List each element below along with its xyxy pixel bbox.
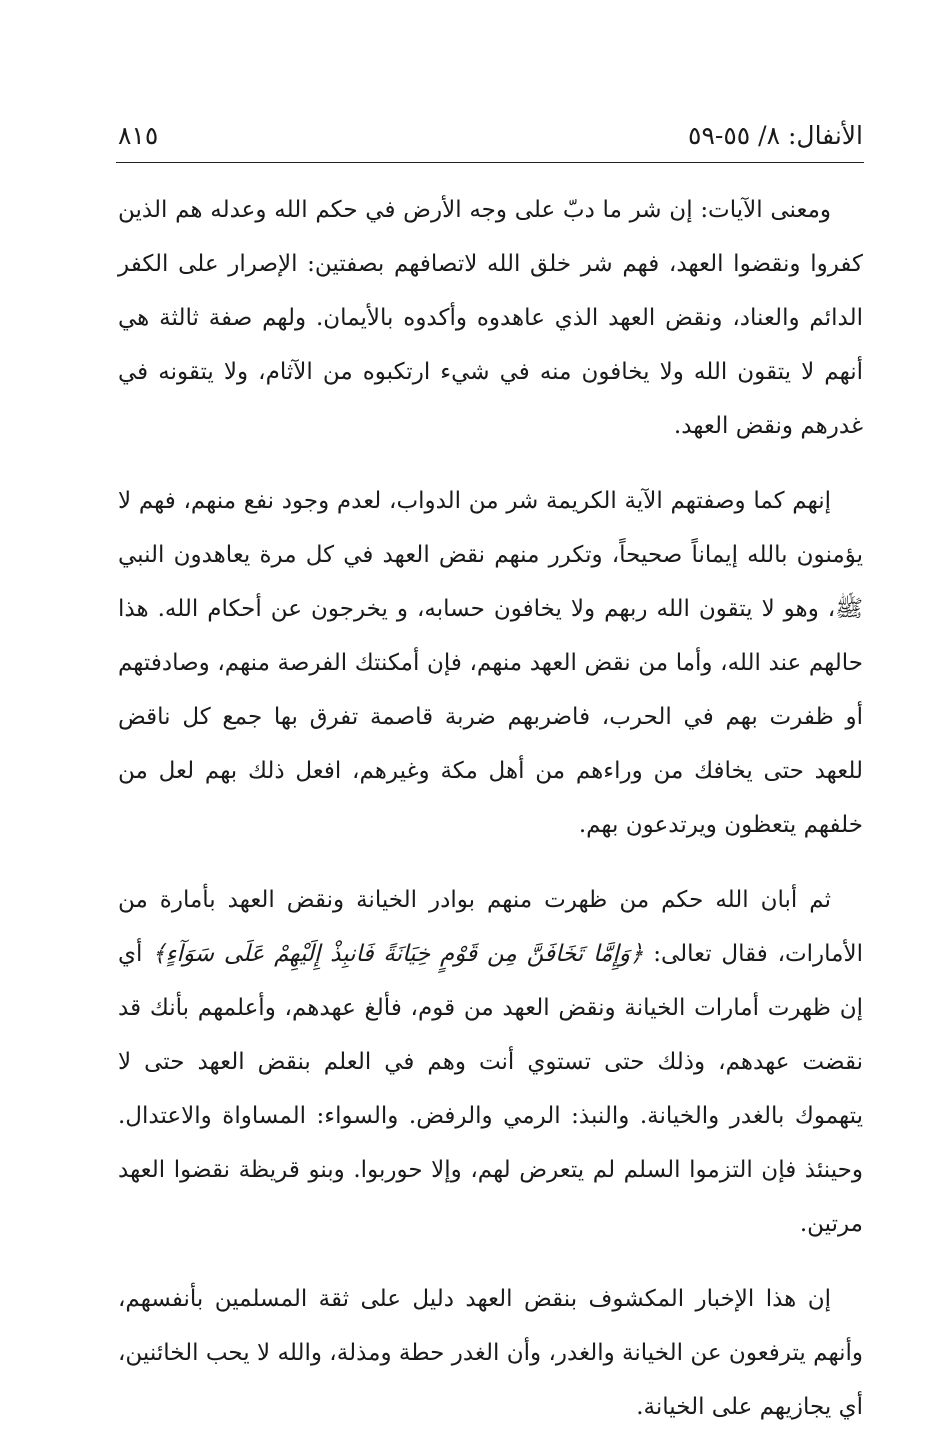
paragraph-2: إنهم كما وصفتهم الآية الكريمة شر من الدواب، لعدم وجود نفع منهم، فهم لا يؤمنون بالله إيماناً صحيحاً، وتكرر منهم نقض العهد في كل مرة يعاهدون النبي ﷺ، وهو لا يتقون الله ربهم ولا يخافون حسابه، و يخرجون عن أحكام الله. هذا حالهم عند الله، وأما من نقض العهد منهم، فإن أمكنتك الفرصة منهم، وصادفتهم أو ظفرت بهم في الحرب، فاضربهم ضربة قاصمة تفرق بها جمع كل ناقض للعهد حتى يخافك من وراءهم من أهل مكة وغيرهم، افعل ذلك بهم لعل من خلفهم يتعظون ويرتدعون بهم. [118,488,863,838]
paragraph-3-explanation: أي إن ظهرت أمارات الخيانة ونقض العهد من قوم، فألغ عهدهم، وأعلمهم بأنك قد نقضت عهدهم، وذلك حتى تستوي أنت وهم في العلم بنقض العهد حتى لا يتهموك بالغدر والخيانة. والنبذ: الرمي والرفض. والسواء: المساواة والاعتدال. وحينئذ فإن التزموا السلم لم يتعرض لهم، وإلا حوربوا. وبنو قريظة نقضوا العهد مرتين. [118,941,863,1237]
paragraph-4: إن هذا الإخبار المكشوف بنقض العهد دليل على ثقة المسلمين بأنفسهم، وأنهم يترفعون عن الخيانة والغدر، وأن الغدر حطة ومذلة، والله لا يحب الخائنين، أي يجازيهم على الخيانة. [118,1286,863,1420]
quran-verse: ﴿وَإِمَّا تَخَافَنَّ مِن قَوْمٍ خِيَانَةً فَانبِذْ إِلَيْهِمْ عَلَى سَوَآءٍ﴾ [152,941,644,967]
header-divider [116,162,864,163]
paragraph-3 [118,873,863,1251]
running-header [118,118,863,158]
paragraph-1: ومعنى الآيات: إن شر ما دبّ على وجه الأرض في حكم الله وعدله هم الذين كفروا ونقضوا العهد، فهم شر خلق الله لاتصافهم بصفتين: الإصرار على الكفر الدائم والعناد، ونقض العهد الذي عاهدوه وأكدوه بالأيمان. ولهم صفة ثالثة هي أنهم لا يتقون الله ولا يخافون منه في شيء ارتكبوه من الآثام، ولا يتقونه في غدرهم ونقض العهد. [118,197,863,439]
paragraph-3-intro: ثم أبان الله حكم من ظهرت منهم بوادر الخيانة ونقض العهد بأمارة من الأمارات، فقال تعالى: [118,887,863,967]
page-number: ٨١٥ [118,121,159,150]
body-text [118,183,863,1455]
surah-reference: الأنفال: ٨/ ٥٥-٥٩ [688,121,863,150]
